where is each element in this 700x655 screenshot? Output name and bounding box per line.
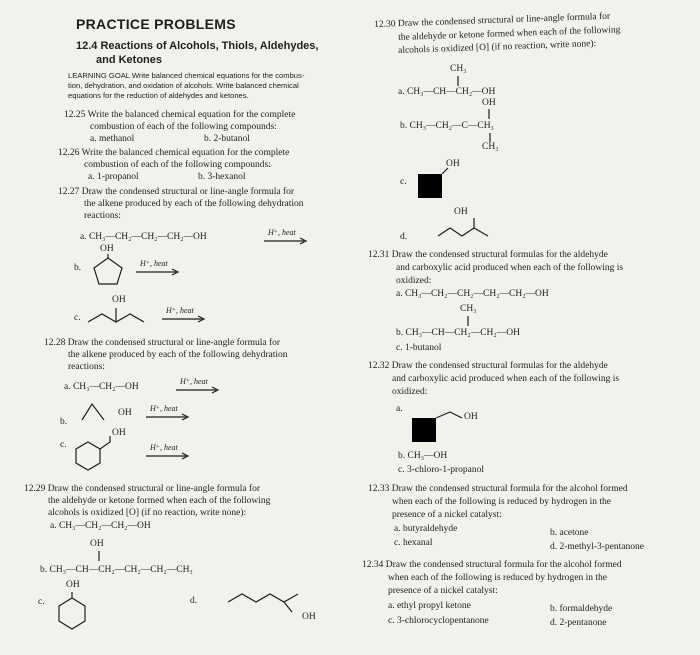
problem-12-29-b: b. CH₃—CH—CH₂—CH₂—CH₂—CH₃ [40,565,193,575]
problem-12-30-d-oh: OH [454,207,468,217]
problem-12-33-a: a. butyraldehyde [394,524,458,534]
problem-12-32-a: a. [396,404,403,414]
problem-12-25-b: b. 2-butanol [204,134,250,144]
problem-12-33-line-3: presence of a nickel catalyst: [392,510,502,520]
section-heading-cont: and Ketones [96,54,163,66]
problem-12-29-a: a. CH₃—CH₂—CH₂—OH [50,521,151,531]
reaction-arrow [146,414,192,420]
bond-line [96,551,102,561]
problem-12-32-c: c. 3-chloro-1-propanol [398,465,484,475]
problem-12-30-a: a. CH₃—CH—CH₂—OH [398,87,496,97]
problem-12-25-a: a. methanol [90,134,135,144]
reaction-arrow-label: H⁺, heat [166,306,194,315]
problem-12-34-d: d. 2-pentanone [550,618,607,628]
problem-12-31-a: a. CH₃—CH₂—CH₂—CH₂—CH₂—OH [396,289,549,299]
problem-12-28-c-oh: OH [112,428,126,438]
problem-12-34-c: c. 3-chlorocyclopentanone [388,616,489,626]
problem-12-32-line-3: oxidized: [392,387,428,397]
problem-12-27-line-1: 12.27 Draw the condensed structural or line-angle formula for [58,187,295,197]
problem-12-29-c: c. [38,597,45,607]
problem-12-27-line-3: reactions: [84,211,121,221]
reaction-arrow [136,269,182,275]
problem-12-30-c-oh: OH [446,159,460,169]
reaction-arrow [146,453,192,459]
problem-12-30-b-methyl: CH₃ [482,142,499,152]
problem-12-34-b: b. formaldehyde [550,604,613,614]
problem-12-27-a-oh: OH [100,244,114,254]
cyclohexanol-structure [52,592,92,632]
problem-12-31-b: b. CH₃—CH—CH₂—CH₂—OH [396,328,520,338]
problem-12-25-line-2: combustion of each of the following compounds: [90,122,277,132]
pentanol-line-structure [86,304,156,330]
problem-12-26-line-2: combustion of each of the following compounds: [84,160,271,170]
reaction-arrow-label: H⁺, heat [268,228,296,237]
section-heading: 12.4 Reactions of Alcohols, Thiols, Aldehydes, [76,40,319,52]
learning-goal-line-2: tion, dehydration, and oxidation of alcohols. Write balanced chemical [68,81,299,90]
cyclobutanol-structure [414,166,454,206]
reaction-arrow [176,387,222,393]
methylbutanol-line-structure [434,216,498,242]
problem-12-30-line-2: the aldehyde or ketone formed when each of the following [398,25,621,43]
bond-line [455,76,461,86]
bond-line [487,133,493,142]
problem-12-29-line-3: alcohols is oxidized [O] (if no reaction, write none): [48,508,247,518]
problem-12-27-a: a. CH₃—CH₂—CH₂—CH₂—OH [80,232,207,242]
problem-12-34-line-2: when each of the following is reduced by hydrogen in the [388,573,607,583]
problem-12-33-line-1: 12.33 Draw the condensed structural formula for the alcohol formed [368,484,628,494]
problem-12-32-b: b. CH₃—OH [398,451,448,461]
problem-12-31-line-1: 12.31 Draw the condensed structural formulas for the aldehyde [368,250,608,260]
problem-12-28-b-oh: OH [118,408,132,418]
problem-12-30-d: d. [400,232,408,242]
reaction-arrow-label: H⁺, heat [150,443,178,452]
problem-12-32-a-oh: OH [464,412,478,422]
problem-12-26-line-1: 12.26 Write the balanced chemical equation for the complete [58,148,290,158]
reaction-arrow-label: H⁺, heat [180,377,208,386]
problem-12-28-line-2: the alkene produced by each of the following dehydration [68,350,288,360]
problem-12-33-line-2: when each of the following is reduced by hydrogen in the [392,497,611,507]
problem-12-34-line-3: presence of a nickel catalyst: [388,586,498,596]
problem-12-30-line-1: 12.30 Draw the condensed structural or line-angle formula for [374,11,611,30]
problem-12-32-line-1: 12.32 Draw the condensed structural formulas for the aldehyde [368,361,608,371]
problem-12-25-line-1: 12.25 Write the balanced chemical equation for the complete [64,110,296,120]
learning-goal-line-1: LEARNING GOAL Write balanced chemical equations for the combus- [68,71,305,80]
problem-12-31-b-methyl: CH₃ [460,304,477,314]
bond-line [486,109,492,119]
problem-12-30-b-oh: OH [482,98,496,108]
problem-12-31-line-2: and carboxylic acid produced when each of the following is [396,263,624,273]
cyclopentanol-structure [90,254,126,288]
problem-12-28-line-3: reactions: [68,362,105,372]
problem-12-31-line-3: oxidized: [396,276,432,286]
problem-12-28-b: b. [60,417,68,427]
problem-12-30-b: b. CH₃—CH₂—C—CH₃ [400,121,494,131]
problem-12-31-c: c. 1-butanol [396,343,442,353]
problem-12-29-line-1: 12.29 Draw the condensed structural or line-angle formula for [24,484,261,494]
problem-12-29-c-oh: OH [66,580,80,590]
problem-12-33-c: c. hexanal [394,538,433,548]
problem-12-29-line-2: the aldehyde or ketone formed when each of the following [48,496,271,506]
problem-12-28-c: c. [60,440,67,450]
problem-12-30-c: c. [400,177,407,187]
heptanol-line-structure [224,584,324,614]
problem-12-27-b: b. [74,263,82,273]
problem-12-27-line-2: the alkene produced by each of the following dehydration [84,199,304,209]
reaction-arrow-label: H⁺, heat [150,404,178,413]
problem-12-29-d-oh: OH [302,612,316,622]
problem-12-27-c-oh: OH [112,295,126,305]
problem-12-28-a: a. CH₃—CH₂—OH [64,382,139,392]
problem-12-34-line-1: 12.34 Draw the condensed structural formula for the alcohol formed [362,560,622,570]
reaction-arrow [264,238,310,244]
problem-12-33-b: b. acetone [550,528,589,538]
problem-12-34-a: a. ethyl propyl ketone [388,601,471,611]
reaction-arrow-label: H⁺, heat [140,259,168,268]
problem-12-32-line-2: and carboxylic acid produced when each of the following is [392,374,620,384]
problem-12-29-d: d. [190,596,198,606]
learning-goal-line-3: equations for the reduction of aldehydes and ketones. [68,91,249,100]
problem-12-30-line-3: alcohols is oxidized [O] (if no reaction, write none): [398,39,597,56]
cyclohexylmethanol-structure [70,436,116,472]
problem-12-28-line-1: 12.28 Draw the condensed structural or line-angle formula for [44,338,281,348]
problem-12-27-c: c. [74,313,81,323]
problem-12-26-b: b. 3-hexanol [198,172,246,182]
problem-12-26-a: a. 1-propanol [88,172,139,182]
page-title: PRACTICE PROBLEMS [76,16,236,32]
problem-12-29-b-oh: OH [90,539,104,549]
reaction-arrow [162,316,208,322]
problem-12-33-d: d. 2-methyl-3-pentanone [550,542,644,552]
bond-line [465,316,471,326]
problem-12-30-a-methyl: CH₃ [450,64,467,74]
